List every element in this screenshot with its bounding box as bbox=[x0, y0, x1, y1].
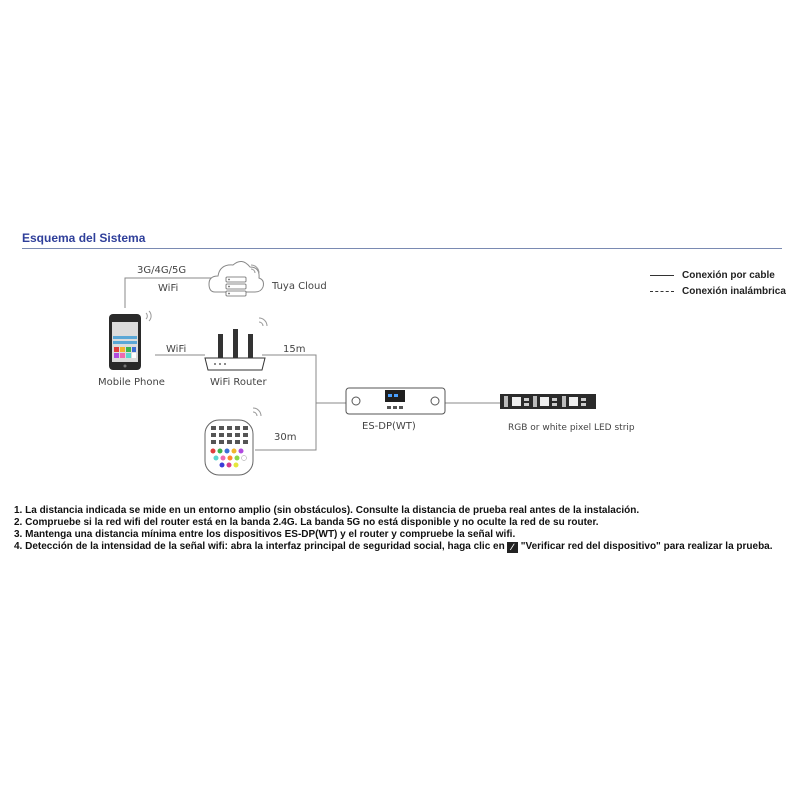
label-phone: Mobile Phone bbox=[98, 377, 165, 388]
label-distance-remote: 30m bbox=[274, 432, 297, 443]
note-4-after: "Verificar red del dispositivo" para realizar la prueba. bbox=[520, 541, 773, 552]
label-wifi-mid: WiFi bbox=[166, 344, 187, 355]
notes-list bbox=[14, 505, 794, 553]
wifi-router bbox=[205, 329, 265, 370]
note-4 bbox=[14, 541, 794, 553]
label-strip: RGB or white pixel LED strip bbox=[508, 423, 635, 433]
label-router: WiFi Router bbox=[210, 377, 267, 388]
note-4-before: 4. Detección de la intensidad de la señal wifi: abra la interfaz principal de seguridad social, haga clic en bbox=[14, 541, 505, 552]
remote-control bbox=[205, 420, 253, 475]
label-cloud: Tuya Cloud bbox=[272, 281, 327, 292]
label-distance-router: 15m bbox=[283, 344, 306, 355]
es-dp-controller bbox=[346, 388, 445, 414]
router-controller-link bbox=[262, 355, 346, 403]
connection-lines bbox=[125, 278, 500, 450]
note-2: 2. Compruebe si la red wifi del router está en la banda 2.4G. La banda 5G no está disponible y no oculte la red de su router. bbox=[14, 517, 599, 528]
label-wifi-top: WiFi bbox=[158, 283, 179, 294]
section-heading: Esquema del Sistema bbox=[22, 231, 146, 245]
led-strip bbox=[500, 394, 596, 409]
legend-wireless-label: Conexión inalámbrica bbox=[682, 286, 786, 297]
label-cellular: 3G/4G/5G bbox=[137, 265, 187, 276]
mobile-phone bbox=[109, 314, 141, 370]
phone-signal-icon bbox=[146, 311, 151, 321]
edit-icon: ∕ bbox=[507, 542, 518, 553]
remote-signal-icon bbox=[253, 408, 261, 416]
legend-wired-label: Conexión por cable bbox=[682, 270, 775, 281]
label-controller: ES-DP(WT) bbox=[362, 421, 416, 432]
note-3: 3. Mantenga una distancia mínima entre los dispositivos ES-DP(WT) y el router y compruebe la señal wifi. bbox=[14, 529, 516, 540]
note-1: 1. La distancia indicada se mide en un entorno amplio (sin obstáculos). Consulte la distancia de prueba real antes de la instalación. bbox=[14, 505, 640, 516]
router-signal-icon bbox=[259, 318, 267, 326]
